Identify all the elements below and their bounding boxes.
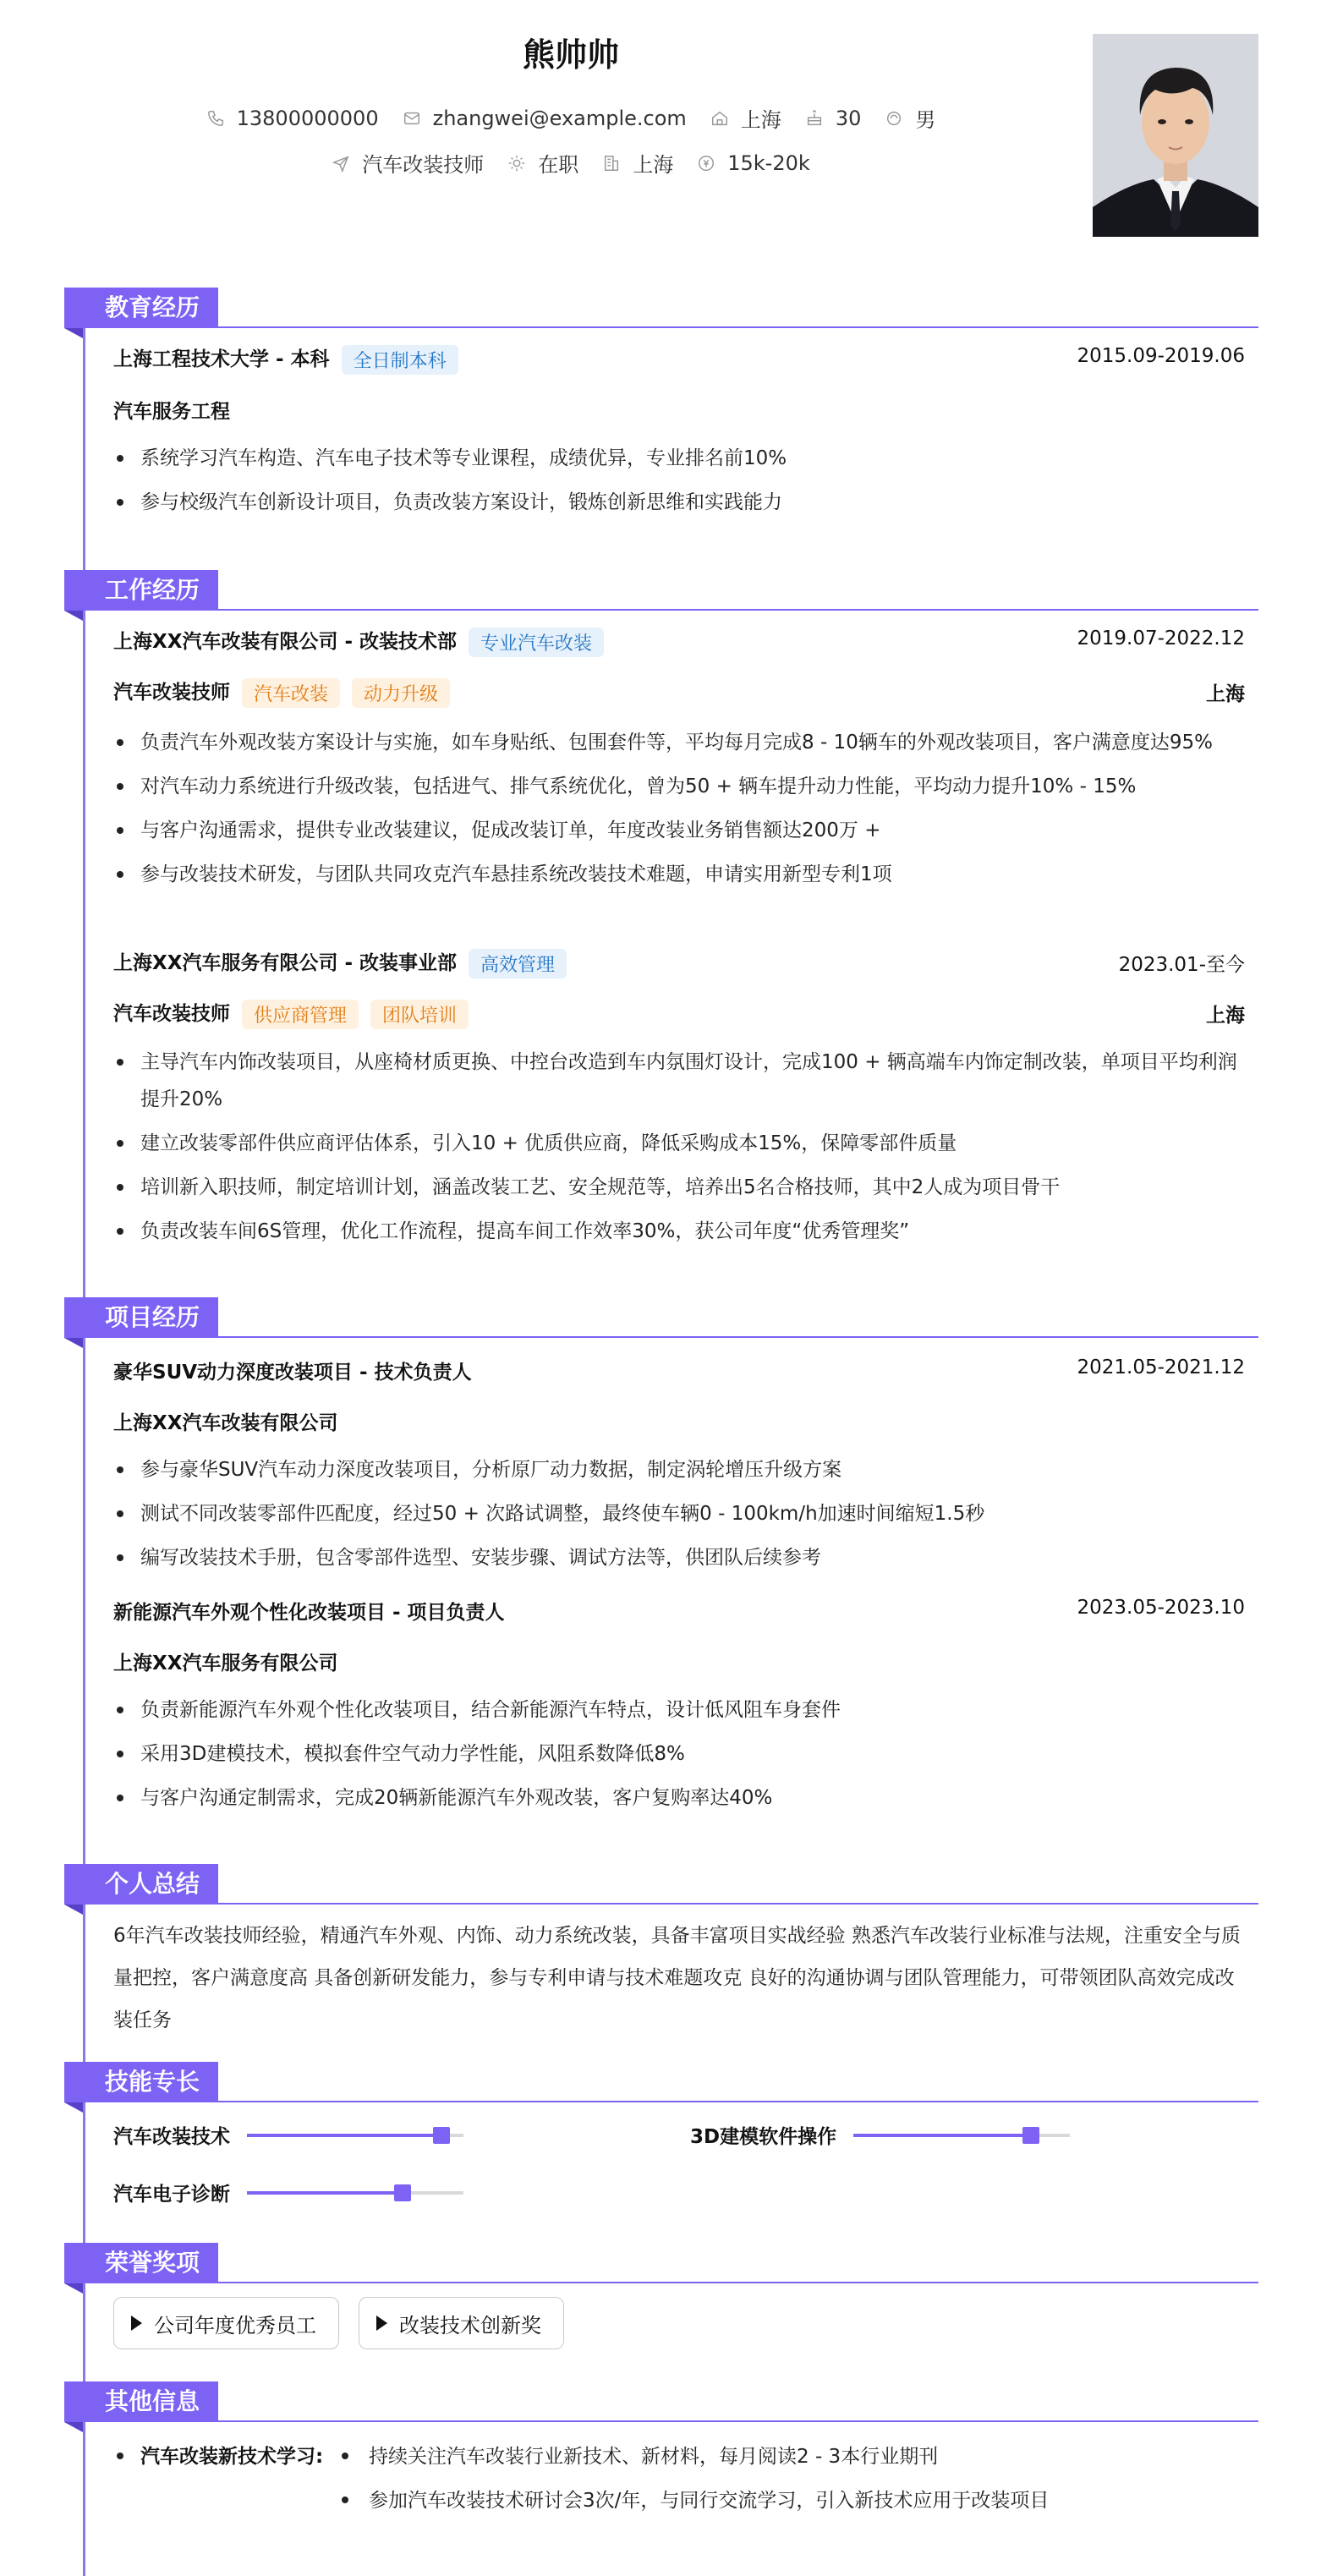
- project-date: 2023.05-2023.10: [1077, 1597, 1245, 1619]
- job-target-item: [332, 148, 484, 178]
- salary-text: 15k-20k: [727, 151, 810, 175]
- skill-bar-fill: [247, 2191, 403, 2195]
- age-text: 30: [835, 106, 862, 130]
- skill-name: 汽车改装技术: [113, 2126, 230, 2148]
- profile-photo: [1093, 34, 1258, 237]
- list-item: 与客户沟通需求，提供专业改装建议，促成改装订单，年度改装业务销售额达200万 +: [113, 812, 1247, 849]
- tab-fold: [64, 1338, 83, 1348]
- salary-item: [697, 151, 810, 175]
- bullet-dot: [342, 2453, 348, 2459]
- list-item: 负责汽车外观改装方案设计与实施，如车身贴纸、包围套件等，平均每月完成8 - 10辆车的外观改装项目，客户满意度达95%: [113, 724, 1247, 761]
- work-bullets: [113, 1044, 1247, 1250]
- candidate-name: 熊帅帅: [522, 36, 619, 74]
- project-date: 2021.05-2021.12: [1077, 1357, 1245, 1378]
- skill-bar-fill: [247, 2134, 441, 2137]
- list-item: 系统学习汽车构造、汽车电子技术等专业课程，成绩优异，专业排名前10%: [113, 440, 1247, 477]
- honor-badge: [113, 2297, 339, 2349]
- other-label: 汽车改装新技术学习:: [140, 2446, 324, 2468]
- tab-fold: [64, 2283, 83, 2294]
- role-tag: 供应商管理: [242, 1000, 359, 1029]
- section-divider: [213, 2420, 1258, 2422]
- status-item: [507, 148, 578, 178]
- timeline-line: [83, 298, 85, 2576]
- project-company: 上海XX汽车服务有限公司: [113, 1652, 338, 1674]
- education-date: 2015.09-2019.06: [1077, 345, 1245, 367]
- contact-row: [0, 103, 1142, 133]
- work-entry-2: [113, 947, 567, 978]
- gender-icon: [885, 109, 903, 128]
- mail-icon: [403, 109, 421, 128]
- list-item: 建立改装零部件供应商评估体系，引入10 + 优质供应商，降低采购成本15%，保障零部件质量: [113, 1125, 1247, 1162]
- work-bullets: [113, 724, 1247, 893]
- section-title: 个人总结: [64, 1864, 218, 1905]
- list-item: 与客户沟通定制需求，完成20辆新能源汽车外观改装，客户复购率达40%: [113, 1779, 1247, 1817]
- section-divider: [213, 609, 1258, 611]
- phone-text: 13800000000: [236, 106, 379, 130]
- work-city: 上海: [1206, 1005, 1245, 1027]
- status-text: 在职: [538, 153, 579, 177]
- location-item: [710, 103, 781, 133]
- education-bullets: [113, 440, 1247, 521]
- list-item: 编写改装技术手册，包含零部件选型、安装步骤、调试方法等，供团队后续参考: [113, 1539, 1247, 1576]
- portrait-image: [1093, 34, 1258, 237]
- list-item: 负责改装车间6S管理，优化工作流程，提高车间工作效率30%，获公司年度“优秀管理奖”: [113, 1213, 1247, 1250]
- work-role-row: [113, 998, 469, 1029]
- list-item: 主导汽车内饰改装项目，从座椅材质更换、中控台改造到车内氛围灯设计，完成100 + 辆高端车内饰定制改装，单项目平均利润提升20%: [113, 1044, 1247, 1118]
- skill-bar: [247, 2134, 463, 2137]
- send-icon: [332, 154, 350, 173]
- work-date: 2023.01-至今: [1118, 954, 1245, 976]
- target-city-text: 上海: [633, 153, 674, 177]
- play-icon: [376, 2316, 387, 2331]
- list-item: 负责新能源汽车外观个性化改装项目，结合新能源汽车特点，设计低风阻车身套件: [113, 1691, 1247, 1729]
- skill-name: 3D建模软件操作: [690, 2126, 837, 2148]
- list-item: 对汽车动力系统进行升级改装，包括进气、排气系统优化，曾为50 + 辆车提升动力性能，平均动力提升10% - 15%: [113, 768, 1247, 805]
- project-title: 豪华SUV动力深度改装项目 - 技术负责人: [113, 1362, 472, 1384]
- project-company: 上海XX汽车改装有限公司: [113, 1412, 338, 1434]
- skill-item: [690, 2121, 1070, 2149]
- skill-bar: [853, 2134, 1070, 2137]
- list-item: 参与豪华SUV汽车动力深度改装项目，分析原厂动力数据，制定涡轮增压升级方案: [113, 1451, 1247, 1488]
- coin-icon: [697, 154, 715, 173]
- other-item: 参加汽车改装技术研讨会3次/年，与同行交流学习，引入新技术应用于改装项目: [369, 2490, 1050, 2512]
- phone-item: [206, 107, 379, 130]
- tab-fold: [64, 611, 83, 621]
- honor-text: 改装技术创新奖: [399, 2313, 541, 2338]
- section-divider: [213, 326, 1258, 328]
- cake-icon: [805, 109, 824, 128]
- tab-fold: [64, 2102, 83, 2113]
- section-divider: [213, 2282, 1258, 2283]
- education-tag: 全日制本科: [342, 345, 458, 375]
- section-title: 工作经历: [64, 570, 218, 611]
- section-title: 荣誉奖项: [64, 2243, 218, 2283]
- play-icon: [131, 2316, 142, 2331]
- target-city-item: [602, 148, 673, 178]
- list-item: 培训新入职技师，制定培训计划，涵盖改装工艺、安全规范等，培养出5名合格技师，其中2人成为项目骨干: [113, 1169, 1247, 1206]
- company-tag: 专业汽车改装: [469, 628, 604, 657]
- skill-item: [113, 2179, 463, 2206]
- section-divider: [213, 1336, 1258, 1338]
- skill-bar-knob: [394, 2184, 411, 2201]
- age-item: [805, 107, 862, 130]
- email-item: [403, 107, 687, 130]
- bullet-dot: [342, 2497, 348, 2503]
- home-icon: [710, 109, 729, 128]
- role-tag: 汽车改装: [242, 678, 340, 708]
- honor-text: 公司年度优秀员工: [154, 2313, 316, 2338]
- work-role-row: [113, 677, 450, 708]
- role-name: 汽车改装技师: [113, 1003, 230, 1025]
- work-date: 2019.07-2022.12: [1077, 628, 1245, 649]
- project-bullets: [113, 1451, 1247, 1576]
- gender-text: 男: [915, 108, 936, 132]
- skill-bar-knob: [433, 2127, 450, 2144]
- work-city: 上海: [1206, 683, 1245, 705]
- tab-fold: [64, 328, 83, 338]
- list-item: 参与改装技术研发，与团队共同攻克汽车悬挂系统改装技术难题，申请实用新型专利1项: [113, 856, 1247, 893]
- project-title: 新能源汽车外观个性化改装项目 - 项目负责人: [113, 1602, 505, 1624]
- role-name: 汽车改装技师: [113, 682, 230, 704]
- email-text: zhangwei@example.com: [432, 106, 687, 130]
- project-bullets: [113, 1691, 1247, 1817]
- job-target-text: 汽车改装技师: [362, 153, 485, 177]
- skill-item: [113, 2121, 463, 2149]
- building-icon: [602, 154, 621, 173]
- list-item: 采用3D建模技术，模拟套件空气动力学性能，风阻系数降低8%: [113, 1735, 1247, 1773]
- status-icon: [507, 154, 526, 173]
- company-tag: 高效管理: [469, 949, 567, 978]
- role-tag: 动力升级: [352, 678, 450, 708]
- list-item: 测试不同改装零部件匹配度，经过50 + 次路试调整，最终使车辆0 - 100km/h加速时间缩短1.5秒: [113, 1495, 1247, 1532]
- list-item: 参与校级汽车创新设计项目，负责改装方案设计，锻炼创新思维和实践能力: [113, 484, 1247, 521]
- section-title: 技能专长: [64, 2062, 218, 2102]
- section-title: 其他信息: [64, 2381, 218, 2422]
- skill-name: 汽车电子诊断: [113, 2184, 230, 2206]
- role-tag: 团队培训: [370, 1000, 469, 1029]
- section-title: 项目经历: [64, 1297, 218, 1338]
- summary-text: 6年汽车改装技师经验，精通汽车外观、内饰、动力系统改装，具备丰富项目实战经验 熟悉汽车改装行业标准与法规，注重安全与质量把控，客户满意度高 具备创新研发能力，参与专利申请与技术难题攻克 良好的沟通协调与团队管理能力，可带领团队高效完成改装任务: [113, 1925, 1241, 2031]
- work-entry-1: [113, 626, 604, 657]
- location-text: 上海: [740, 108, 781, 132]
- skill-bar: [247, 2191, 463, 2195]
- other-item: 持续关注汽车改装行业新技术、新材料，每月阅读2 - 3本行业期刊: [369, 2446, 939, 2468]
- bullet-dot: [117, 2453, 123, 2459]
- skill-bar-knob: [1022, 2127, 1039, 2144]
- skill-bar-fill: [853, 2134, 1031, 2137]
- company-name: 上海XX汽车改装有限公司 - 改装技术部: [113, 631, 458, 653]
- section-title: 教育经历: [64, 288, 218, 328]
- honor-badge: [359, 2297, 564, 2349]
- company-name: 上海XX汽车服务有限公司 - 改装事业部: [113, 952, 458, 974]
- tab-fold: [64, 2422, 83, 2432]
- major-name: 汽车服务工程: [113, 401, 230, 423]
- tab-fold: [64, 1905, 83, 1915]
- school-name: 上海工程技术大学 - 本科: [113, 348, 330, 370]
- phone-icon: [206, 109, 225, 128]
- section-divider: [213, 2101, 1258, 2102]
- education-entry: [113, 343, 458, 375]
- intent-row: [0, 148, 1142, 178]
- section-divider: [213, 1903, 1258, 1905]
- gender-item: [885, 103, 935, 133]
